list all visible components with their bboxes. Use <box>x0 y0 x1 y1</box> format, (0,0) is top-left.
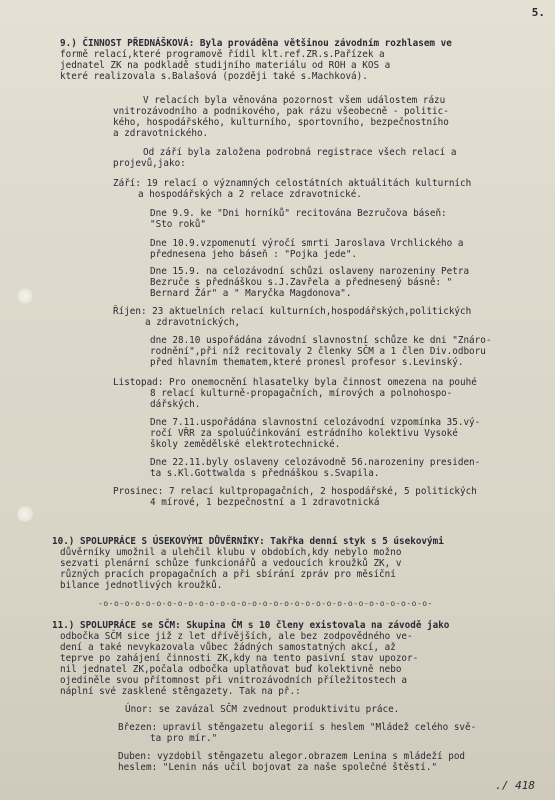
text-line: důvěrníky umožnil a ulehčil klubu v obdobích,kdy nebylo možno <box>60 547 402 558</box>
punch-hole <box>17 506 33 522</box>
text-line: a zdravotnického. <box>113 128 209 139</box>
punch-hole <box>17 288 33 304</box>
month-entry-line: Březen: upravil stěngazetu alegorií s heslem "Mládež celého svě- <box>118 722 477 733</box>
text-line: rodnění",při níž recitovaly 2 členky SČM a 1 člen Div.odboru <box>150 346 486 357</box>
month-entry-line: Duben: vyzdobil stěngazetu alegor.obrazem Lenina s mládeží pod <box>118 751 466 762</box>
text-line: 8 relací kulturně-propagačních, mírových a polnohospo- <box>150 388 453 399</box>
text-line: ta pro mír." <box>150 733 218 744</box>
text-line: dářských. <box>150 399 201 410</box>
text-line: vnitrozávodního a podnikového, pak rázu všeobecně - politic- <box>113 106 449 117</box>
text-line: jednatel ZK na podkladě studijního materiálu od ROH a KOS a <box>60 60 391 71</box>
text-line: náplní své zasklené stěngazety. Tak na př.: <box>60 686 301 697</box>
text-line: které realizovala s.Balašová (později také s.Machková). <box>60 71 368 82</box>
month-entry-line: Prosinec: 7 relací kultpropagačních, 2 hospodářské, 5 politických <box>113 486 477 497</box>
text-line: bilance jednotlivých kroužků. <box>60 580 223 591</box>
text-line: ta s.Kl.Gottwalda s přednáškou s.Svapila. <box>150 468 380 479</box>
handwritten-signature: ./ 418 <box>495 779 535 792</box>
section-10-heading-line: 10.) SPOLUPRÁCE S ÚSEKOVÝMI DŮVĚRNÍKY: Takřka denní styk s 5 úsekovými <box>52 536 444 547</box>
text-line: Dne 22.11.byly oslaveny celozávodně 56.narozeniny presiden- <box>150 457 481 468</box>
text-line: nil jednatel ZK,počala odbočka uplatňovat buď kolektivně nebo <box>60 664 402 675</box>
section-9-heading-line: 9.) ČINNOST PŘEDNÁŠKOVÁ: Byla prováděna většinou závodním rozhlasem ve <box>60 38 452 49</box>
page-number: 5. <box>531 6 545 19</box>
section-11-heading-line: 11.) SPOLUPRÁCE se SČM: Skupina ČM s 10 členy existovala na závodě jako <box>52 620 450 631</box>
text-line: a hospodářských a 2 relace zdravotnické. <box>138 189 362 200</box>
text-line: V relacích byla věnována pozornost všem událostem rázu <box>143 95 446 106</box>
month-entry-line: Únor: se zavázal SČM zvednout produktivitu práce. <box>125 704 400 715</box>
text-line: odbočka SČM sice již z let dřívějších, ale bez zodpovědného ve- <box>60 631 413 642</box>
text-line: Od září byla založena podrobná registrace všech relací a <box>143 147 457 158</box>
section-separator: -o-o-o-o-o-o-o-o-o-o-o-o-o-o-o-o-o-o-o-o-o-o-o-o-o-o-o-o-o-o-o- <box>98 599 433 608</box>
month-entry-line: Listopad: Pro onemocnění hlasatelky byla činnost omezena na pouhé <box>113 377 477 388</box>
text-line: dne 28.10 uspořádána závodní slavnostní schůze ke dni "Znáro- <box>150 335 492 346</box>
text-line: Dne 7.11.uspořádána slavnostní celozávodní vzpomínka 35.vý- <box>150 417 481 428</box>
text-line: Bernard Žár" a " Maryčka Magdonova". <box>150 288 352 299</box>
text-line: a zdravotnických, <box>145 317 241 328</box>
text-line: dení a také nevykazovala vůbec žádných samostatných akcí, až <box>60 642 396 653</box>
text-line: školy zemědělské elektrotechnické. <box>150 439 341 450</box>
month-entry-line: Říjen: 23 aktuelních relací kulturních,hospodářských,politických <box>113 306 472 317</box>
text-line: formě relací,které programově řídil klt.ref.ZR.s.Pařízek a <box>60 49 385 60</box>
text-line: Dne 15.9. na celozávodní schůzi oslaveny narozeniny Petra <box>150 266 470 277</box>
text-line: Dne 10.9.vzpomenutí výročí smrti Jaroslava Vrchlického a <box>150 238 464 249</box>
text-line: projevů,jako: <box>113 158 186 169</box>
text-line: Bezruče s přednáškou s.J.Zavřela a přednesený básně: " <box>150 277 453 288</box>
text-line: přednesena jeho báseň : "Pojka jede". <box>150 249 358 260</box>
text-line: "Sto roků" <box>150 219 206 230</box>
text-line: heslem: "Lenin nás učil bojovat za naše společné štěstí." <box>118 762 438 773</box>
text-line: ojediněle svou přítomnost při vnitrozávodních příležitostech a <box>60 675 408 686</box>
text-line: sezvati plenární schůze funkcionářů a vedoucích kroužků ZK, v <box>60 558 402 569</box>
text-line: různých pracích propagačních a při sbírání zpráv pro měsíční <box>60 569 396 580</box>
text-line: teprve po zahájení činnosti ZK,kdy na tento pasivní stav upozor- <box>60 653 419 664</box>
text-line: 4 mírové, 1 bezpečnostní a 1 zdravotnická <box>150 497 380 508</box>
text-line: před hlavním thematem,které pronesl profesor s.Levinský. <box>150 357 464 368</box>
text-line: Dne 9.9. ke "Dni horníků" recitována Bezručova báseň: <box>150 208 447 219</box>
month-entry-line: Září: 19 relací o významných celostátních aktuálitách kulturních <box>113 178 472 189</box>
text-line: ročí VŘR za spoluúčinkování estrádního kolektivu Vysoké <box>150 428 458 439</box>
text-line: kého, hospodářského, kulturního, sportovního, bezpečnostního <box>113 117 449 128</box>
